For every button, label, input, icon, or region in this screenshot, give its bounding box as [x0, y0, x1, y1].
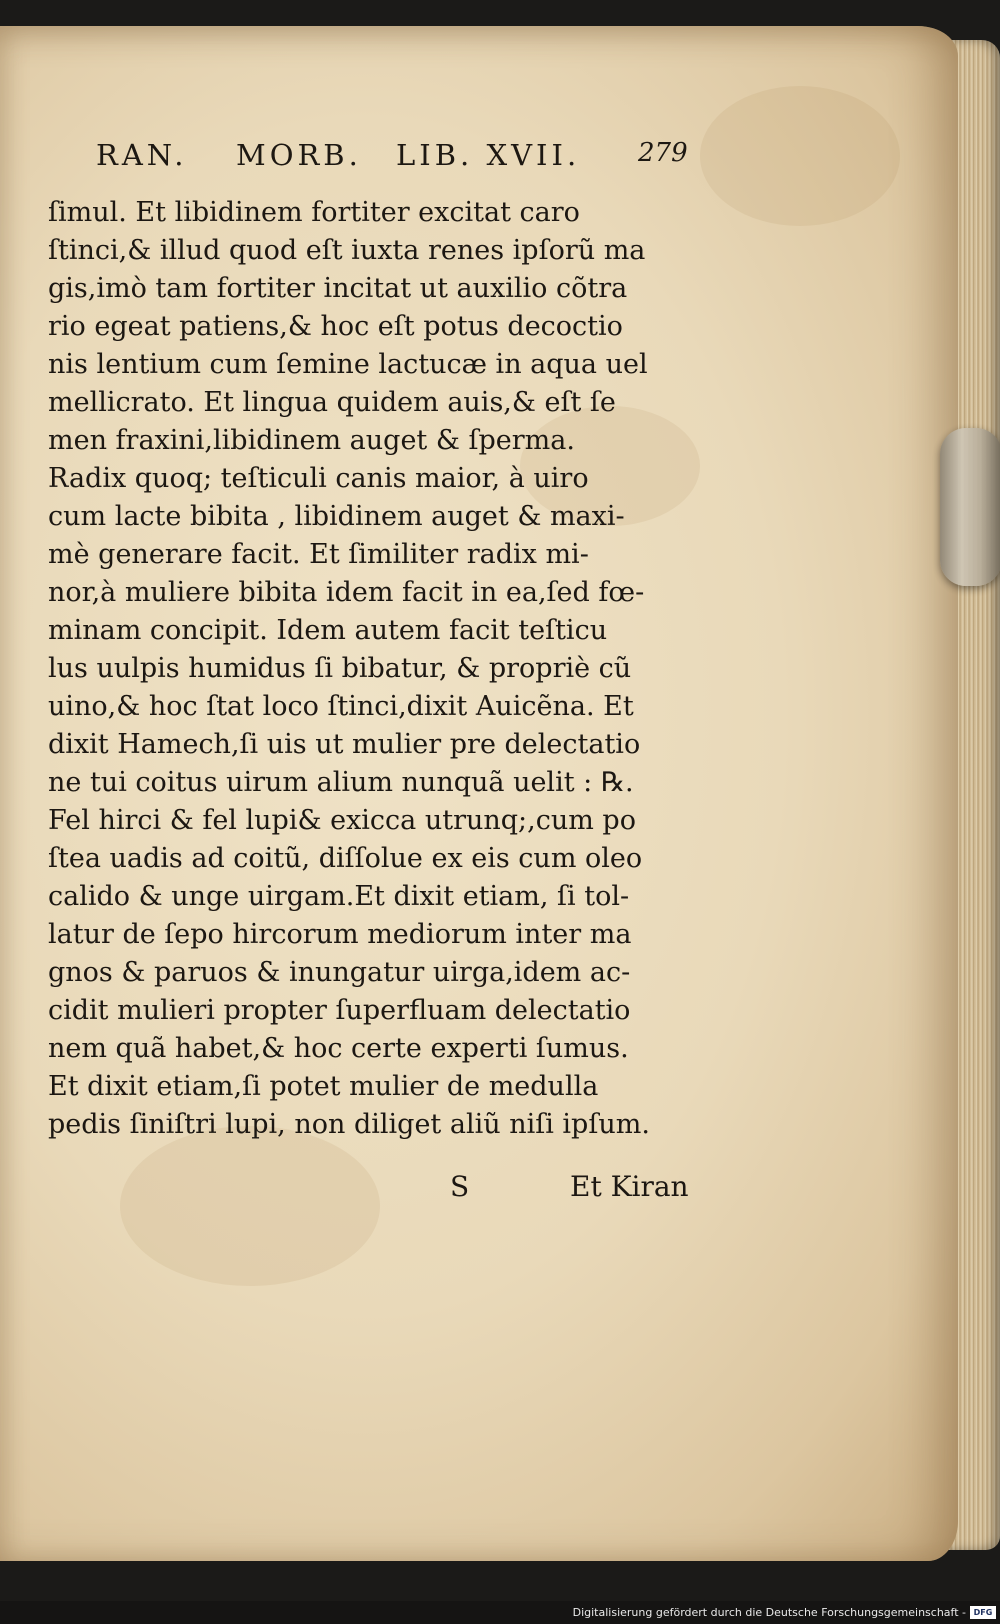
- text-line: calido & unge uirgam.Et dixit etiam, ſi tol-: [48, 881, 630, 912]
- running-header: [96, 138, 696, 182]
- text-line: Et dixit etiam,ſi potet mulier de medulla: [48, 1071, 599, 1102]
- catchword: Et Kiran: [570, 1170, 689, 1203]
- page-number: 279: [638, 138, 688, 168]
- text-line: ſtinci,& illud quod eſt iuxta renes ipſorũ ma: [48, 235, 646, 266]
- text-line: gnos & paruos & inungatur uirga,idem ac-: [48, 957, 631, 988]
- credit-text: Digitalisierung gefördert durch die Deutsche Forschungsgemeinschaft -: [572, 1606, 966, 1619]
- text-line: minam concipit. Idem autem facit teſticu: [48, 615, 608, 646]
- page-weight: [940, 428, 1000, 586]
- text-line: pedis ſiniſtri lupi, non diliget aliũ niſi ipſum.: [48, 1109, 650, 1140]
- text-line: men fraxini,libidinem auget & ſperma.: [48, 425, 575, 456]
- signature-mark: S: [450, 1170, 470, 1203]
- text-line: latur de ſepo hircorum mediorum inter ma: [48, 919, 632, 950]
- text-line: dixit Hamech,ſi uis ut mulier pre delectatio: [48, 729, 641, 760]
- text-line: ſtea uadis ad coitũ, diſſolue ex eis cum oleo: [48, 843, 643, 874]
- running-head-morb: MORB.: [236, 138, 362, 172]
- text-line: mellicrato. Et lingua quidem auis,& eſt ſe: [48, 387, 616, 418]
- text-line: ne tui coitus uirum alium nunquã uelit : ℞.: [48, 767, 634, 798]
- text-line: ſimul. Et libidinem fortiter excitat caro: [48, 197, 580, 228]
- text-line: cum lacte bibita , libidinem auget & maxi-: [48, 501, 625, 532]
- text-line: uino,& hoc ſtat loco ſtinci,dixit Auicẽna. Et: [48, 691, 634, 722]
- running-head-ran: RAN.: [96, 138, 188, 172]
- body-text: [48, 194, 698, 1144]
- text-line: mè generare facit. Et ſimiliter radix mi-: [48, 539, 589, 570]
- credit-bar: [0, 1601, 1000, 1624]
- text-line: nis lentium cum ſemine lactucæ in aqua uel: [48, 349, 648, 380]
- running-head-lib: LIB. XVII.: [396, 138, 581, 172]
- text-line: gis,imò tam fortiter incitat ut auxilio cõtra: [48, 273, 628, 304]
- text-line: Fel hirci & fel lupi& exicca utrunq;,cum po: [48, 805, 636, 836]
- text-line: lus uulpis humidus ſi bibatur, & propriè cũ: [48, 653, 632, 684]
- page-footer: [0, 1170, 1000, 1210]
- text-line: Radix quoq; teſticuli canis maior, à uiro: [48, 463, 589, 494]
- text-line: nor,à muliere bibita idem facit in ea,ſed fœ-: [48, 577, 645, 608]
- text-line: cidit mulieri propter ſuperfluam delectatio: [48, 995, 631, 1026]
- dfg-logo: DFG: [970, 1606, 996, 1619]
- paper-stain: [700, 86, 900, 226]
- text-line: rio egeat patiens,& hoc eſt potus decoctio: [48, 311, 623, 342]
- text-line: nem quã habet,& hoc certe experti ſumus.: [48, 1033, 629, 1064]
